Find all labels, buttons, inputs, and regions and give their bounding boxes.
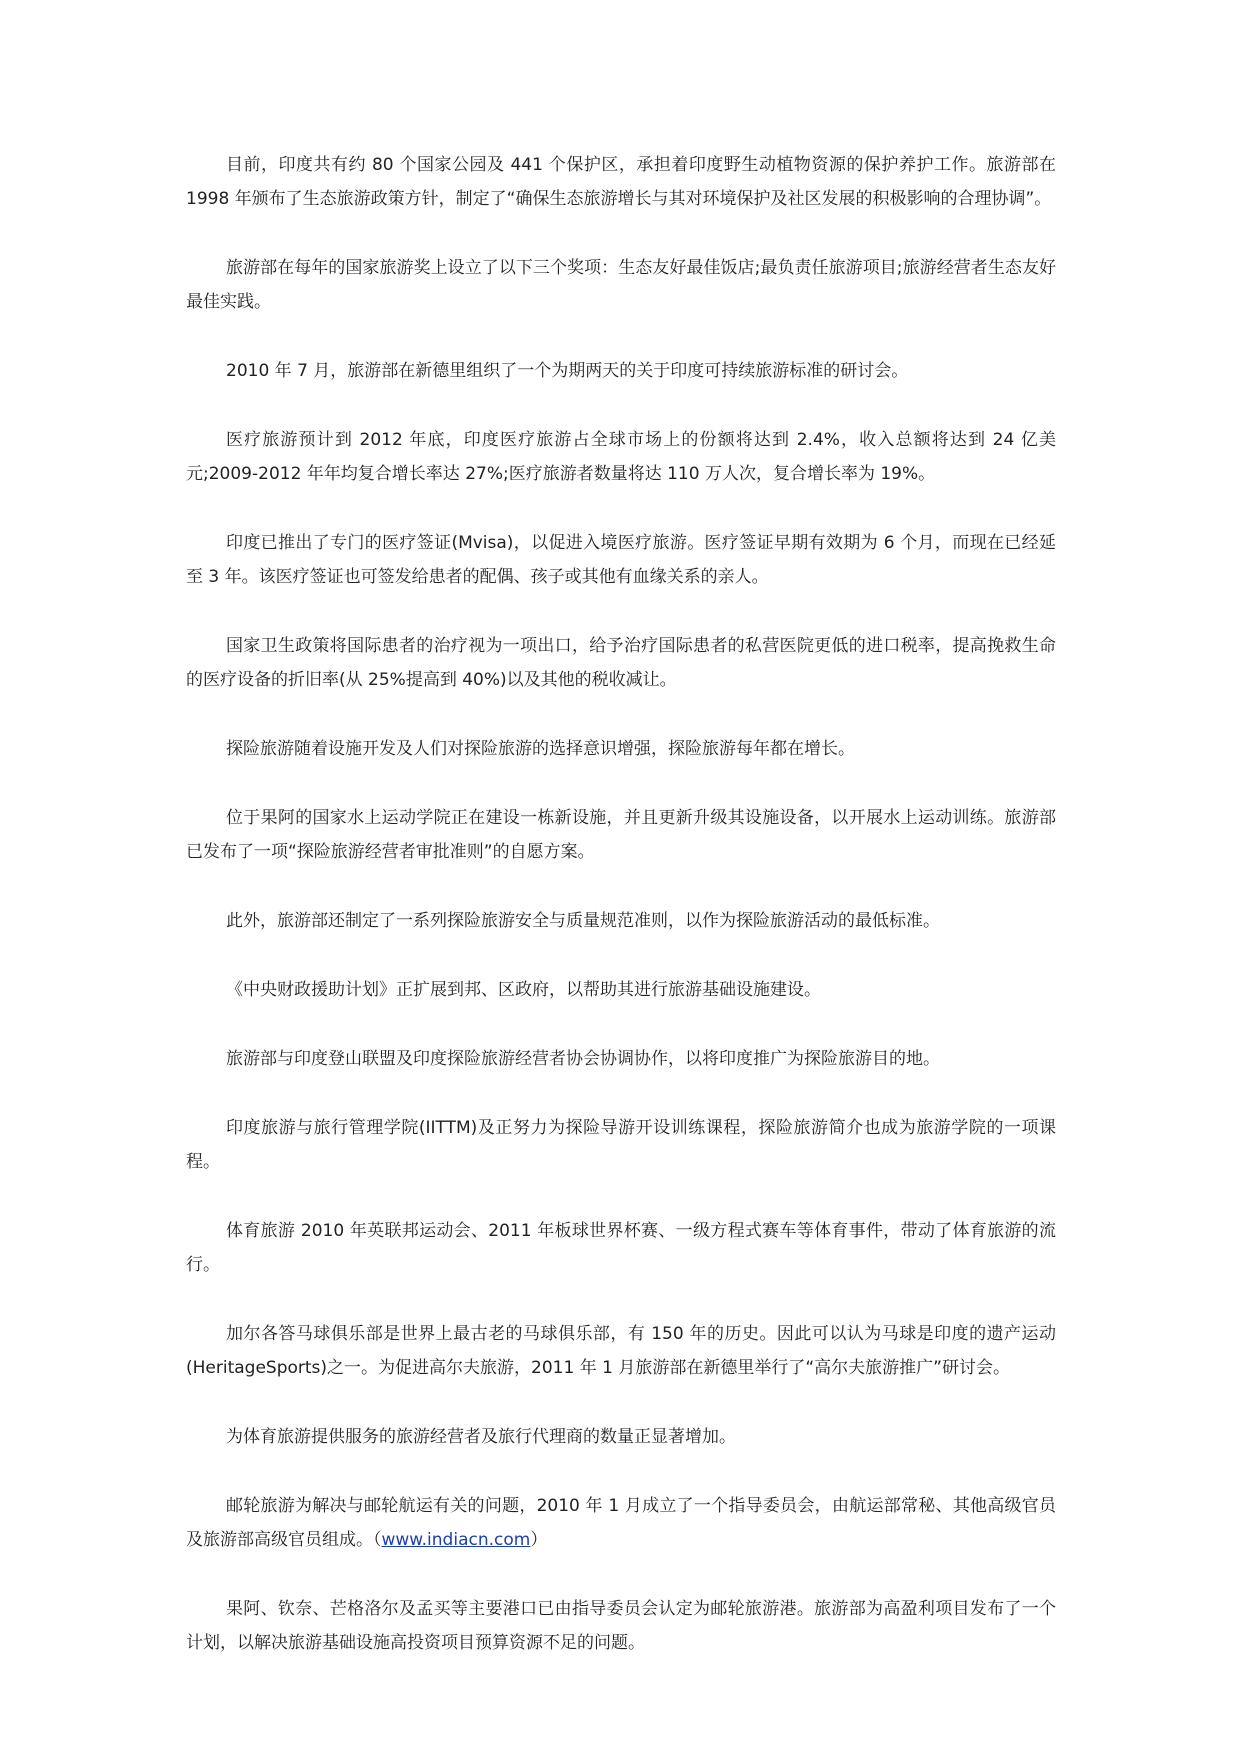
- paragraph-polo-golf: 加尔各答马球俱乐部是世界上最古老的马球俱乐部，有 150 年的历史。因此可以认为马球是印度的遗产运动(HeritageSports)之一。为促进高尔夫旅游，2011 年 1 月旅游部在新德里举行了“高尔夫旅游推广”研讨会。: [186, 1324, 1056, 1378]
- paragraph-tour-operators: 为体育旅游提供服务的旅游经营者及旅行代理商的数量正显著增加。: [226, 1427, 736, 1447]
- paragraph-tourism-awards: 旅游部在每年的国家旅游奖上设立了以下三个奖项：生态友好最佳饭店;最负责任旅游项目;旅游经营者生态友好最佳实践。: [186, 258, 1056, 312]
- cruise-text: 邮轮旅游为解决与邮轮航运有关的问题，2010 年 1 月成立了一个指导委员会，由航运部常秘、其他高级官员及旅游部高级官员组成。: [186, 1496, 1056, 1550]
- paragraph-mountaineering: 旅游部与印度登山联盟及印度探险旅游经营者协会协调协作，以将印度推广为探险旅游目的地。: [226, 1049, 940, 1069]
- source-link[interactable]: www.indiacn.com: [381, 1530, 531, 1550]
- paragraph-health-policy: 国家卫生政策将国际患者的治疗视为一项出口，给予治疗国际患者的私营医院更低的进口税率，提高挽救生命的医疗设备的折旧率(从 25%提高到 40%)以及其他的税收减让。: [186, 636, 1056, 690]
- paragraph-safety-standards: 此外，旅游部还制定了一系列探险旅游安全与质量规范准则，以作为探险旅游活动的最低标准。: [226, 911, 940, 931]
- paren-close: ）: [530, 1530, 548, 1550]
- paragraph-iittm: 印度旅游与旅行管理学院(IITTM)及正努力为探险导游开设训练课程，探险旅游简介也成为旅游学院的一项课程。: [186, 1118, 1056, 1172]
- document-body: [186, 148, 1056, 1695]
- paragraph-adventure-tourism: 探险旅游随着设施开发及人们对探险旅游的选择意识增强，探险旅游每年都在增长。: [226, 739, 855, 759]
- paragraph-cruise-tourism: [186, 1489, 1056, 1557]
- paragraph-seminar-2010: 2010 年 7 月，旅游部在新德里组织了一个为期两天的关于印度可持续旅游标准的研讨会。: [226, 361, 909, 381]
- paragraph-cruise-ports: 果阿、钦奈、芒格洛尔及孟买等主要港口已由指导委员会认定为邮轮旅游港。旅游部为高盈利项目发布了一个计划，以解决旅游基础设施高投资项目预算资源不足的问题。: [186, 1599, 1056, 1653]
- paren-open: （: [373, 1530, 382, 1550]
- paragraph-central-assistance: 《中央财政援助计划》正扩展到邦、区政府，以帮助其进行旅游基础设施建设。: [226, 980, 821, 1000]
- paragraph-medical-visa: 印度已推出了专门的医疗签证(Mvisa)，以促进入境医疗旅游。医疗签证早期有效期为 6 个月，而现在已经延至 3 年。该医疗签证也可签发给患者的配偶、孩子或其他有血缘关系的亲人。: [186, 533, 1056, 587]
- paragraph-water-sports-institute: 位于果阿的国家水上运动学院正在建设一栋新设施，并且更新升级其设施设备，以开展水上运动训练。旅游部已发布了一项“探险旅游经营者审批准则”的自愿方案。: [186, 808, 1056, 862]
- paragraph-medical-tourism: 医疗旅游预计到 2012 年底，印度医疗旅游占全球市场上的份额将达到 2.4%，收入总额将达到 24 亿美元;2009-2012 年年均复合增长率达 27%;医疗旅游者数量将达 110 万人次，复合增长率为 19%。: [186, 430, 1056, 484]
- paragraph-eco-parks: 目前，印度共有约 80 个国家公园及 441 个保护区，承担着印度野生动植物资源的保护养护工作。旅游部在 1998 年颁布了生态旅游政策方针，制定了“确保生态旅游增长与其对环境保护及社区发展的积极影响的合理协调”。: [186, 155, 1056, 209]
- paragraph-sports-tourism: 体育旅游 2010 年英联邦运动会、2011 年板球世界杯赛、一级方程式赛车等体育事件，带动了体育旅游的流行。: [186, 1221, 1056, 1275]
